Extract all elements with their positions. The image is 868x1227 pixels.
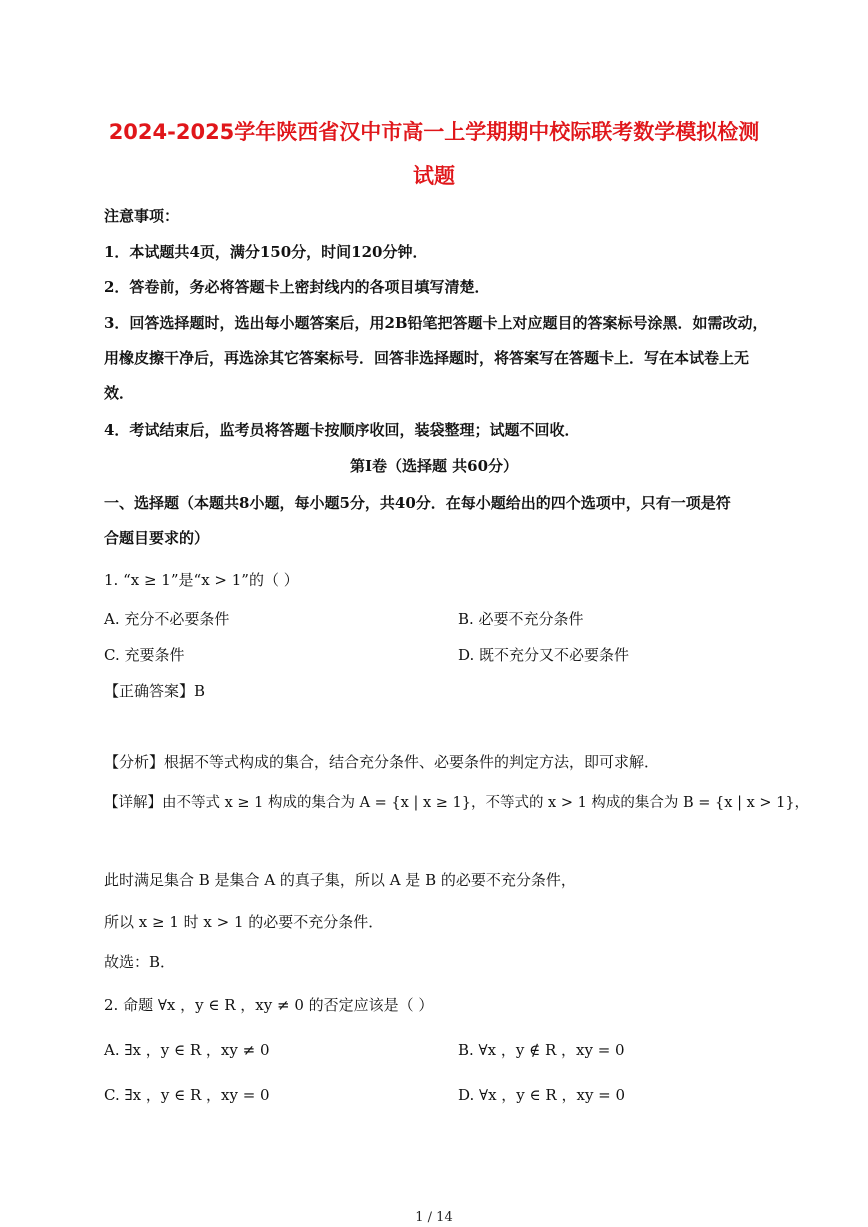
notice-item-3c: 效． (104, 384, 135, 402)
notice-item-1: 1．本试题共4页，满分150分，时间120分钟． (104, 243, 428, 261)
q1-analysis: 【分析】根据不等式构成的集合，结合充分条件、必要条件的判定方法，即可求解． (104, 753, 660, 771)
q1-detail: 【详解】由不等式 x ≥ 1 构成的集合为 A = {x | x ≥ 1}，不等式的 x > 1 构成的集合为 B = {x | x > 1}， (104, 795, 810, 811)
notice-item-3b: 用橡皮擦干净后，再选涂其它答案标号．回答非选择题时，将答案写在答题卡上．写在本试卷上无 (104, 349, 750, 367)
part1-instructions-a: 一、选择题（本题共8小题，每小题5分，共40分．在每小题给出的四个选项中，只有一项是符 (104, 494, 731, 512)
section-heading: 第Ⅰ卷（选择题 共60分） (349, 457, 519, 475)
q1-answer: 【正确答案】B (104, 682, 206, 700)
q1-option-a: A. 充分不必要条件 (104, 610, 230, 628)
notice-item-2: 2．答卷前，务必将答题卡上密封线内的各项目填写清楚． (104, 278, 490, 296)
q2-option-d: D. ∀x ，y ∈ R ，xy = 0 (458, 1086, 626, 1104)
q1-option-c: C. 充要条件 (104, 646, 185, 664)
q1-stem: 1. “x ≥ 1”是“x > 1”的（ ） (104, 571, 299, 589)
page-number: 1 / 14 (415, 1210, 453, 1225)
q1-detail-3: 所以 x ≥ 1 时 x > 1 的必要不充分条件． (104, 913, 384, 931)
part1-instructions-b: 合题目要求的） (104, 529, 210, 547)
q2-stem: 2. 命题 ∀x ，y ∈ R ，xy ≠ 0 的否定应该是（ ） (104, 996, 434, 1014)
q1-option-d: D. 既不充分又不必要条件 (458, 646, 630, 664)
notice-item-4: 4．考试结束后，监考员将答题卡按顺序收回，装袋整理；试题不回收． (104, 421, 580, 439)
q2-option-a: A. ∃x ，y ∈ R ，xy ≠ 0 (104, 1041, 270, 1059)
notice-heading: 注意事项： (104, 207, 180, 225)
q1-detail-2: 此时满足集合 B 是集合 A 的真子集，所以 A 是 B 的必要不充分条件， (104, 871, 576, 889)
notice-item-3a: 3．回答选择题时，选出每小题答案后，用2B铅笔把答题卡上对应题目的答案标号涂黑．如需改动， (104, 314, 768, 332)
q1-option-b: B. 必要不充分条件 (458, 610, 584, 628)
q2-option-b: B. ∀x ，y ∉ R ，xy = 0 (458, 1041, 625, 1059)
document-title-line1: 2024-2025学年陕西省汉中市高一上学期期中校际联考数学模拟检测 (108, 120, 760, 144)
document-title-line2: 试题 (413, 164, 455, 188)
q1-choice: 故选：B． (104, 953, 176, 971)
q2-option-c: C. ∃x ，y ∈ R ，xy = 0 (104, 1086, 270, 1104)
